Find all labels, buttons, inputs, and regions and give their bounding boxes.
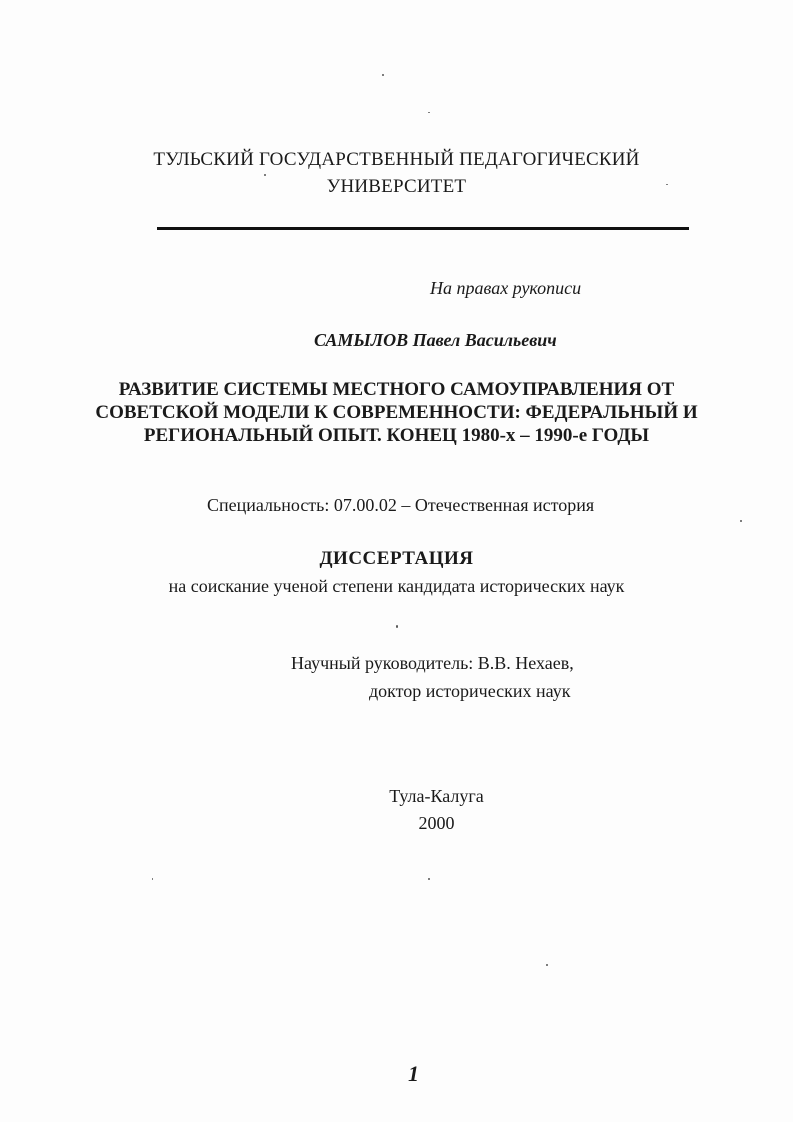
- advisor-name: Научный руководитель: В.В. Нехаев,: [291, 653, 574, 673]
- dissertation-title: [0, 378, 793, 447]
- scan-speck: [264, 174, 266, 176]
- dissertation-heading: ДИССЕРТАЦИЯ: [319, 548, 474, 569]
- page-number: 1: [408, 1061, 419, 1086]
- scan-speck: [152, 878, 153, 880]
- title-line-1: РАЗВИТИЕ СИСТЕМЫ МЕСТНОГО САМОУПРАВЛЕНИЯ ОТ: [118, 379, 675, 400]
- advisor-degree: доктор исторических наук: [369, 681, 571, 701]
- city: Тула-Калуга: [389, 786, 484, 806]
- dissertation-subtitle: на соискание ученой степени кандидата исторических наук: [168, 576, 625, 596]
- title-line-3: РЕГИОНАЛЬНЫЙ ОПЫТ. КОНЕЦ 1980-х – 1990-е ГОДЫ: [143, 425, 650, 446]
- university-line-1: ТУЛЬСКИЙ ГОСУДАРСТВЕННЫЙ ПЕДАГОГИЧЕСКИЙ: [153, 149, 640, 170]
- header-divider: [157, 227, 689, 230]
- scan-speck: [428, 878, 430, 880]
- scan-speck: [382, 74, 384, 76]
- title-line-2: СОВЕТСКОЙ МОДЕЛИ К СОВРЕМЕННОСТИ: ФЕДЕРАЛЬНЫЙ И: [95, 402, 698, 423]
- university-line-2: УНИВЕРСИТЕТ: [326, 176, 467, 197]
- manuscript-note: На правах рукописи: [430, 278, 582, 298]
- scan-speck: [740, 520, 742, 522]
- scan-speck: [666, 184, 668, 185]
- scan-speck: [428, 112, 430, 113]
- scan-speck: [546, 964, 548, 966]
- year: 2000: [418, 813, 455, 833]
- university-name: [0, 146, 793, 200]
- specialty: Специальность: 07.00.02 – Отечественная история: [207, 495, 595, 515]
- scan-speck: [396, 625, 398, 628]
- author-name: САМЫЛОВ Павел Васильевич: [314, 330, 557, 350]
